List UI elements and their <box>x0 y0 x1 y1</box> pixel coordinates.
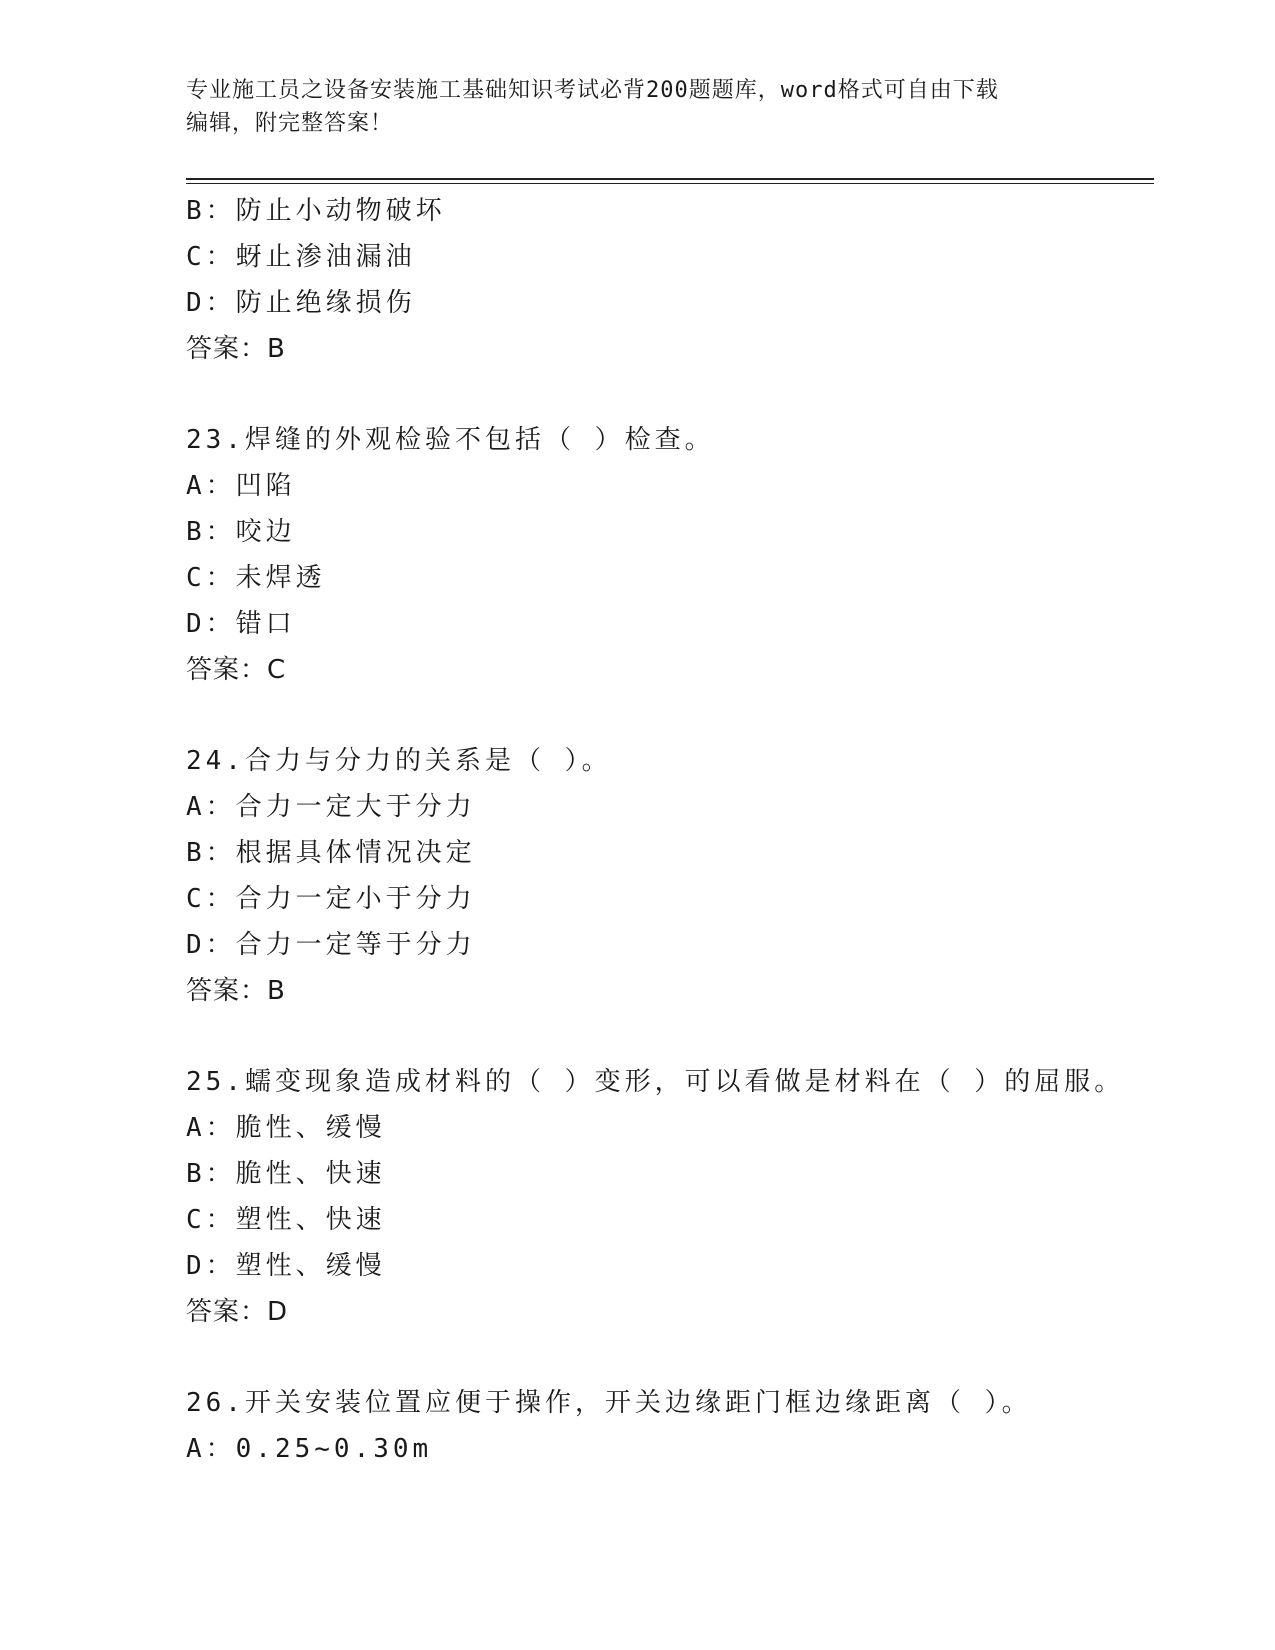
header-title-line-1: 专业施工员之设备安装施工基础知识考试必背200题题库，word格式可自由下载 <box>186 78 999 103</box>
option-b: B：咬边 <box>186 517 296 547</box>
option-a: A：凹陷 <box>186 471 296 501</box>
option-c: C：塑性、快速 <box>186 1205 386 1235</box>
header-title-line-2: 编辑，附完整答案！ <box>186 111 394 136</box>
option-b: B：脆性、快速 <box>186 1159 386 1189</box>
answer: 答案：B <box>186 334 286 364</box>
question-list <box>186 188 1154 1472</box>
option-d: D：防止绝缘损伤 <box>186 288 416 318</box>
question-stem: 26.开关安装位置应便于操作，开关边缘距门框边缘距离（ ）。 <box>186 1388 1032 1418</box>
option-c: C：蚜止渗油漏油 <box>186 242 416 272</box>
question-stem: 25.蠕变现象造成材料的（ ）变形，可以看做是材料在（ ）的屈服。 <box>186 1067 1125 1097</box>
option-b: B：防止小动物破坏 <box>186 196 446 226</box>
question-fragment <box>186 188 1154 372</box>
option-a: A：0.25~0.30m <box>186 1434 433 1464</box>
answer: 答案：C <box>186 655 287 685</box>
question-26 <box>186 1380 1154 1472</box>
option-c: C：合力一定小于分力 <box>186 884 476 914</box>
question-25 <box>186 1059 1154 1335</box>
option-d: D：塑性、缓慢 <box>186 1251 386 1281</box>
question-stem: 24.合力与分力的关系是（ ）。 <box>186 746 612 776</box>
question-23 <box>186 417 1154 693</box>
option-a: A：合力一定大于分力 <box>186 792 476 822</box>
document-header <box>186 74 1086 140</box>
question-24 <box>186 738 1154 1014</box>
option-b: B：根据具体情况决定 <box>186 838 476 868</box>
header-divider <box>186 178 1154 184</box>
option-d: D：合力一定等于分力 <box>186 930 476 960</box>
answer: 答案：D <box>186 1297 289 1327</box>
question-stem: 23.焊缝的外观检验不包括（ ）检查。 <box>186 425 715 455</box>
option-c: C：未焊透 <box>186 563 326 593</box>
answer: 答案：B <box>186 976 286 1006</box>
option-d: D：错口 <box>186 609 296 639</box>
option-a: A：脆性、缓慢 <box>186 1113 386 1143</box>
